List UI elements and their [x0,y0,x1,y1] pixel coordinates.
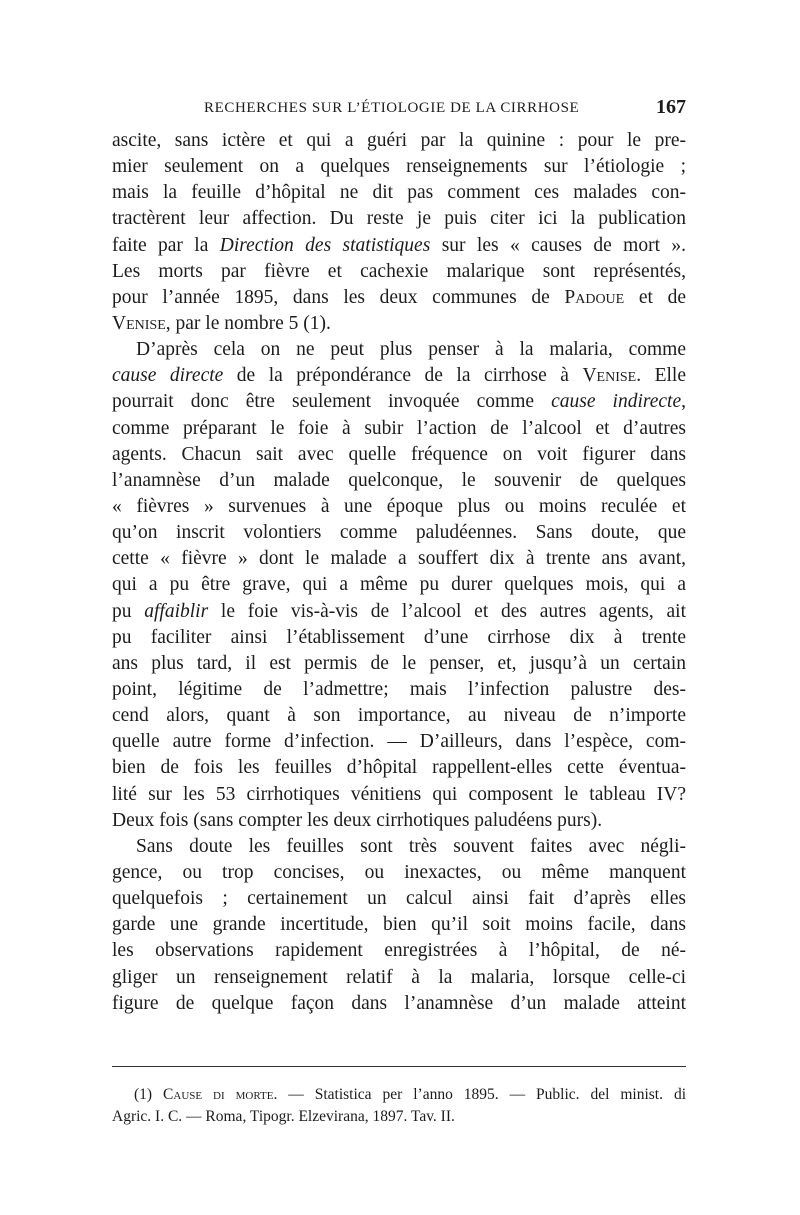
place-name: Venise [582,365,637,387]
text-line: Deux fois (sans compter les deux cirrhotiques paludéens purs). [112,809,603,831]
text-line: figure de quelque façon dans l’anamnèse d’un malade atteint [112,992,686,1014]
text-line: point, légitime de l’admettre; mais l’infection palustre des- [112,678,686,700]
text-line: ascite, sans ictère et qui a guéri par la quinine : pour le pre- [112,130,686,151]
text-line: garde une grande incertitude, bien qu’il soit moins facile, dans [112,914,686,936]
footnote-divider [112,1066,686,1067]
text-line: mier seulement on a quelques renseignements sur l’étiologie ; [112,156,686,178]
text-line: bien de fois les feuilles d’hôpital rappellent-elles cette éventua- [112,757,686,779]
text-line: l’anamnèse d’un malade quelconque, le souvenir de quelques [112,469,686,491]
italic-term: cause directe [112,365,224,387]
running-title: RECHERCHES SUR L’ÉTIOLOGIE DE LA CIRRHOSE [204,100,580,116]
text-line: agents. Chacun sait avec quelle fréquence on voit figurer dans [112,443,686,465]
text-line: Les morts par fièvre et cachexie malarique sont représentés, [112,260,686,282]
text-line: tractèrent leur affection. Du reste je puis citer ici la publication [112,208,686,230]
text-line: lité sur les 53 cirrhotiques vénitiens qui composent le tableau IV? [112,783,686,805]
italic-term: affaiblir [144,600,209,622]
text-line: Venise, par le nombre 5 (1). [112,312,331,334]
text-line: pu faciliter ainsi l’établissement d’une cirrhose dix à trente [112,626,686,648]
footnote-title: Cause di morte [163,1086,274,1103]
text-line: les observations rapidement enregistrées à l’hôpital, de né- [112,940,686,962]
text-line: cause directe de la prépondérance de la cirrhose à Venise. Elle [112,365,686,387]
text-line: quelle autre forme d’infection. — D’ailleurs, dans l’espèce, com- [112,731,686,753]
text-line: mais la feuille d’hôpital ne dit pas comment ces malades con- [112,182,686,204]
place-name: Padoue [564,286,625,308]
text-line: cend alors, quant à son importance, au niveau de n’importe [112,705,686,727]
text-line: faite par la Direction des statistiques sur les « causes de mort ». [112,234,686,256]
text-line: qu’on inscrit volontiers comme paludéennes. Sans doute, que [112,522,686,544]
text-line: Sans doute les feuilles sont très souvent faites avec négli- [136,835,686,857]
text-line: cette « fièvre » dont le malade a souffert dix à trente ans avant, [112,548,686,570]
main-text [112,128,686,1017]
text-line: pour l’année 1895, dans les deux communes de Padoue et de [112,286,686,308]
text-line: pourrait donc être seulement invoquée comme cause indirecte, [112,391,686,413]
text-line: quelquefois ; certainement un calcul ainsi fait d’après elles [112,888,686,910]
footnote-line: Agric. I. C. — Roma, Tipogr. Elzevirana, 1897. Tav. II. [112,1108,455,1125]
footnote [112,1084,686,1128]
footnote-line: (1) Cause di morte. — Statistica per l’anno 1895. — Public. del minist. di [134,1086,686,1103]
italic-term: cause indirecte [551,391,682,413]
text-line: pu affaiblir le foie vis-à-vis de l’alcool et des autres agents, ait [112,600,686,622]
text-line: ans plus tard, il est permis de le penser, et, jusqu’à un certain [112,652,686,674]
place-name: Venise [112,312,166,334]
text-line: comme préparant le foie à subir l’action de l’alcool et d’autres [112,417,686,439]
text-line: D’après cela on ne peut plus penser à la malaria, comme [136,339,686,361]
text-line: gence, ou trop concises, ou inexactes, ou même manquent [112,861,686,883]
page-number: 167 [656,96,686,118]
text-line: « fièvres » survenues à une époque plus ou moins reculée et [112,495,686,517]
page-header [112,96,686,122]
italic-term: Direction des statistiques [219,234,431,256]
text-line: gliger un renseignement relatif à la malaria, lorsque celle-ci [112,966,686,988]
text-line: qui a pu être grave, qui a même pu durer quelques mois, qui a [112,574,686,596]
